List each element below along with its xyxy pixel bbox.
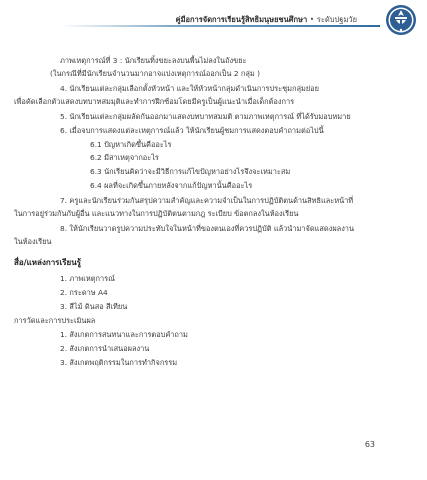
situation-3-line-2: (ในกรณีที่มีนักเรียนจำนวนมากอาจแบ่งเหตุการณ์ออกเป็น 2 กลุ่ม ) <box>50 69 260 78</box>
step-6: 6. เมื่อจบการแสดงแต่ละเหตุการณ์แล้ว ให้นักเรียนผู้ชมการแสดงตอบคำถามต่อไปนี้ <box>60 126 324 135</box>
question-6-4: 6.4 ผลที่จะเกิดขึ้นภายหลังจากแก้ปัญหานั้นคืออะไร <box>90 181 253 190</box>
header-manual-title: คู่มือการจัดการเรียนรู้สิทธิมนุษยชนศึกษา <box>175 15 308 24</box>
assessment-heading: การวัดและการประเมินผล <box>14 316 96 325</box>
page-header <box>0 0 427 40</box>
question-6-1: 6.1 ปัญหาเกิดขึ้นคืออะไร <box>90 140 172 149</box>
media-heading: สื่อ/แหล่งการเรียนรู้ <box>14 258 81 267</box>
header-level: ระดับปฐมวัย <box>316 15 357 24</box>
page-number: 63 <box>364 440 375 449</box>
media-item-3: 3. สีไม้ ดินสอ สีเทียน <box>60 302 128 311</box>
header-separator: • <box>309 15 315 24</box>
assessment-item-1: 1. สังเกตการสนทนาและการตอบคำถาม <box>60 330 188 339</box>
step-4-line-1: 4. นักเรียนแต่ละกลุ่มเลือกตั้งหัวหน้า และให้หัวหน้ากลุ่มดำเนินการประชุมกลุ่มย่อย <box>60 84 319 93</box>
question-6-2: 6.2 มีสาเหตุจากอะไร <box>90 153 159 162</box>
step-7-line-1: 7. ครูและนักเรียนร่วมกันสรุปความสำคัญและความจำเป็นในการปฏิบัติตนด้านสิทธิและหน้าที่ <box>60 196 354 205</box>
step-8-line-2: ในห้องเรียน <box>14 237 52 246</box>
step-5: 5. นักเรียนแต่ละกลุ่มผลัดกันออกมาแสดงบทบาทสมมติ ตามภาพเหตุการณ์ ที่ได้รับมอบหมาย <box>60 112 351 121</box>
step-7-line-2: ในการอยู่ร่วมกันกับผู้อื่น และแนวทางในการปฏิบัติตนตามกฎ ระเบียบ ข้อตกลงในห้องเรียน <box>14 209 299 218</box>
step-8-line-1: 8. ให้นักเรียนวาดรูปความประทับใจในหน้าที่ของตนเองที่ควรปฏิบัติ แล้วนำมาจัดแสดงผลงาน <box>60 224 355 233</box>
institution-seal-icon <box>385 4 417 36</box>
assessment-item-3: 3. สังเกตพฤติกรรมในการทำกิจกรรม <box>60 358 178 367</box>
question-6-3: 6.3 นักเรียนคิดว่าจะมีวิธีการแก้ไขปัญหาอย่างไรจึงจะเหมาะสม <box>90 167 291 176</box>
media-item-2: 2. กระดาษ A4 <box>60 288 108 297</box>
header-rule <box>60 25 380 27</box>
media-item-1: 1. ภาพเหตุการณ์ <box>60 274 115 283</box>
step-4-line-2: เพื่อคัดเลือกตัวแสดงบทบาทสมมุติและทำการฝึกซ้อมโดยมีครูเป็นผู้แนะนำเมื่อเด็กต้องการ <box>14 97 295 106</box>
situation-3-line-1: ภาพเหตุการณ์ที่ 3 : นักเรียนทิ้งขยะลงบนพื้นไม่ลงในถังขยะ <box>60 56 247 65</box>
assessment-item-2: 2. สังเกตการนำเสนอผลงาน <box>60 344 150 353</box>
